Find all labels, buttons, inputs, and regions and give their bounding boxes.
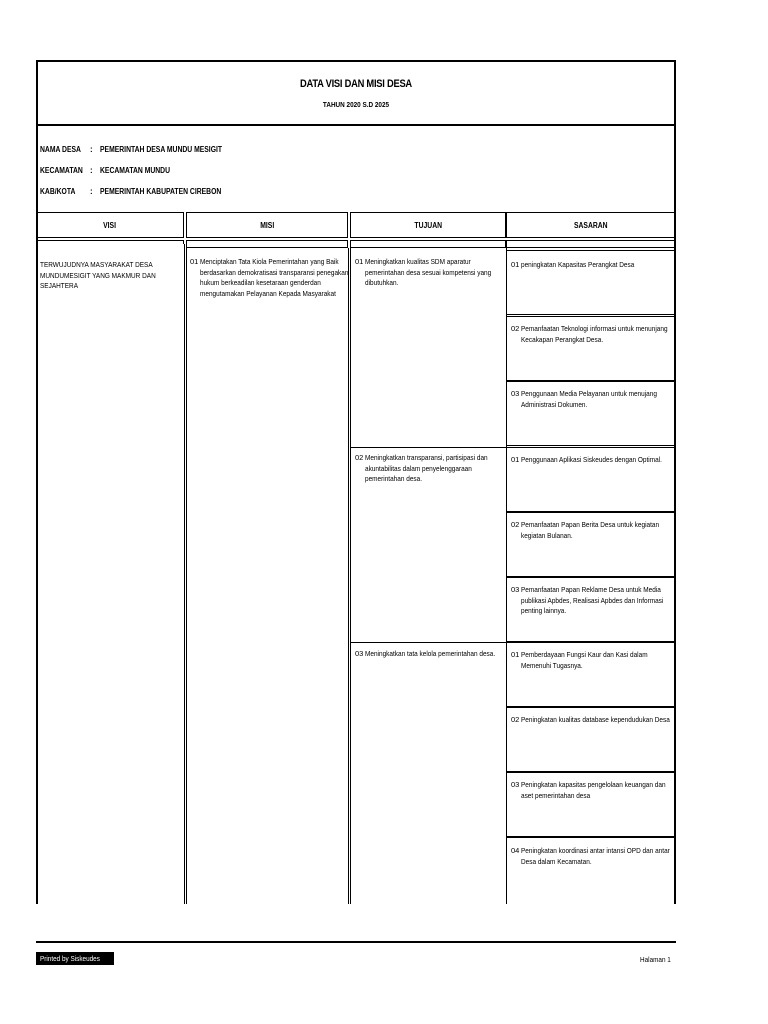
info-label: NAMA DESA — [40, 145, 81, 154]
column-header-visi: VISI — [36, 212, 184, 238]
info-colon: : — [90, 145, 93, 154]
title-block — [38, 62, 674, 126]
sasaran-number: 02 — [511, 520, 520, 529]
column-header-tujuan: TUJUAN — [350, 212, 506, 238]
column-header-sasaran: SASARAN — [506, 212, 676, 238]
column-header-misi: MISI — [186, 212, 348, 238]
tujuan-separator — [350, 642, 506, 643]
info-colon: : — [90, 187, 93, 196]
document-title: DATA VISI DAN MISI DESA — [300, 78, 412, 90]
tujuan-number: 01 — [355, 257, 364, 266]
sasaran-text: Peningkatan kapasitas pengelolaan keuangan dan aset pemerintahan desa — [521, 780, 666, 800]
tujuan-text: Meningkatkan tata kelola pemerintahan desa. — [365, 649, 496, 658]
sasaran-text: Pemanfaatan Teknologi informasi untuk menunjang Kecakapan Perangkat Desa. — [521, 324, 668, 344]
misi-text: Menciptakan Tata Kiola Pemerintahan yang Baik berdasarkan demokratisasi transparansi penegakan hukum berkeadilan kesetaraan genderdan mengutamakan Pelayanan Kepada Masyarakat — [200, 257, 349, 298]
sasaran-number: 03 — [511, 389, 520, 398]
misi-left-border — [186, 248, 187, 904]
info-value: PEMERINTAH DESA MUNDU MESIGIT — [100, 145, 223, 154]
sasaran-number: 03 — [511, 585, 520, 594]
sasaran-number: 01 — [511, 260, 520, 269]
misi-column-top — [186, 240, 348, 248]
sasaran-text: Pemanfaatan Papan Berita Desa untuk kegiatan kegiatan Bulanan. — [521, 520, 660, 540]
document-subtitle: TAHUN 2020 S.D 2025 — [322, 100, 390, 109]
tujuan-number: 02 — [355, 453, 364, 462]
sasaran-number: 02 — [511, 324, 520, 333]
info-colon: : — [90, 166, 93, 175]
sasaran-text: Peningkatan kualitas database kependudukan Desa — [521, 715, 670, 724]
sasaran-number: 01 — [511, 650, 520, 659]
tujuan-text: Meningkatkan transparansi, partisipasi dan akuntabilitas dalam penyelenggaraan pemerintahan desa. — [365, 453, 488, 483]
sasaran-text: Pemanfaatan Papan Reklame Desa untuk Media publikasi Apbdes, Realisasi Apbdes dan Informasi penting lainnya. — [521, 585, 664, 615]
sasaran-text: Penggunaan Aplikasi Siskeudes dengan Optimal. — [521, 455, 662, 464]
sasaran-text: Pemberdayaan Fungsi Kaur dan Kasi dalam Memenuhi Tugasnya. — [521, 650, 648, 670]
page-number: Halaman 1 — [640, 955, 671, 964]
sasaran-number: 04 — [511, 846, 520, 855]
sasaran-text: Penggunaan Media Pelayanan untuk menujang Administrasi Dokumen. — [521, 389, 657, 409]
visi-text: TERWUJUDNYA MASYARAKAT DESA MUNDUMESIGIT YANG MAKMUR DAN SEJAHTERA — [40, 260, 156, 290]
tujuan-column-top — [350, 240, 506, 248]
tujuan-separator — [350, 447, 506, 448]
sasaran-number: 01 — [511, 455, 520, 464]
tujuan-number: 03 — [355, 649, 364, 658]
sasaran-text: peningkatan Kapasitas Perangkat Desa — [521, 260, 635, 269]
info-label: KECAMATAN — [40, 166, 83, 175]
sasaran-number: 03 — [511, 780, 520, 789]
sasaran-column-top — [506, 240, 676, 248]
info-label: KAB/KOTA — [40, 187, 76, 196]
sasaran-number: 02 — [511, 715, 520, 724]
visi-column-top — [36, 240, 184, 244]
tujuan-left-border — [350, 248, 351, 904]
tujuan-text: Meningkatkan kualitas SDM aparatur pemerintahan desa sesuai kompetensi yang dibutuhkan. — [365, 257, 492, 287]
misi-right-border — [348, 248, 349, 904]
info-value: PEMERINTAH KABUPATEN CIREBON — [100, 187, 222, 196]
sasaran-text: Peningkatan koordinasi antar intansi OPD dan antar Desa dalam Kecamatan. — [521, 846, 670, 866]
visi-misi-divider — [184, 244, 185, 904]
footer-rule — [36, 941, 676, 943]
misi-number: 01 — [190, 257, 199, 266]
info-value: KECAMATAN MUNDU — [100, 166, 171, 175]
printed-by-badge: Printed by Siskeudes — [36, 952, 114, 965]
